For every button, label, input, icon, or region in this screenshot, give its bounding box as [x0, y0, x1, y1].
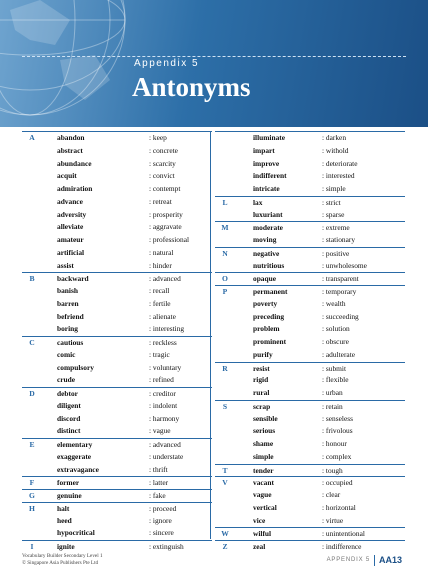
antonym: : aggravate: [149, 222, 182, 232]
letter-heading: O: [222, 274, 228, 284]
antonym: : interesting: [149, 324, 185, 334]
antonym: : extreme: [322, 223, 350, 233]
antonym-row: [22, 527, 212, 540]
headword: exaggerate: [57, 451, 92, 461]
antonym-row: [22, 476, 212, 489]
antonym: : transparent: [322, 274, 359, 284]
headword: lax: [253, 197, 263, 207]
antonym-row: [22, 311, 212, 324]
headword: serious: [253, 426, 276, 436]
letter-heading: R: [222, 363, 228, 373]
headword: diligent: [57, 400, 81, 410]
antonym: : frivolous: [322, 426, 353, 436]
antonym: : sparse: [322, 209, 345, 219]
antonym: : virtue: [322, 515, 344, 525]
antonym: : wealth: [322, 298, 346, 308]
antonym-row: [215, 158, 405, 171]
antonym-row: [215, 336, 405, 349]
globe-graphic: [0, 0, 428, 127]
antonym-row: [22, 362, 212, 375]
letter-heading: E: [29, 440, 35, 449]
antonym: : complex: [322, 451, 352, 461]
headword: tender: [253, 465, 274, 475]
antonym-row: [215, 323, 405, 336]
headword: improve: [253, 158, 280, 168]
page-number: AA13: [378, 555, 402, 565]
antonym-row: [22, 464, 212, 477]
letter-heading: C: [29, 338, 35, 347]
headword: resist: [253, 363, 270, 373]
letter-heading: I: [30, 542, 34, 551]
antonym-row: [215, 413, 405, 426]
antonym: : darken: [322, 133, 347, 142]
antonym: : thrift: [149, 464, 168, 474]
antonym-row: [22, 298, 212, 311]
antonym-row: [215, 362, 405, 375]
antonym: : prosperity: [149, 209, 183, 219]
antonym: : understate: [149, 451, 184, 461]
antonym: : fake: [149, 491, 166, 500]
antonym-row: [22, 413, 212, 426]
antonym: : urban: [322, 388, 343, 397]
antonym-row: [22, 209, 212, 222]
letter-heading: V: [222, 478, 228, 488]
antonym-row: [22, 323, 212, 336]
letter-heading: T: [222, 465, 228, 475]
header-dashed-rule: [22, 56, 406, 57]
antonym: : occupied: [322, 478, 353, 488]
antonym-row: [215, 438, 405, 451]
headword: poverty: [253, 298, 278, 308]
headword: permanent: [253, 287, 288, 296]
antonym: : horizontal: [322, 502, 356, 512]
antonym-row: [215, 311, 405, 324]
antonym-row: [215, 247, 405, 260]
headword: crude: [57, 375, 76, 385]
headword: hypocritical: [57, 528, 95, 538]
antonym: : stationary: [322, 235, 356, 244]
antonym: : deteriorate: [322, 158, 358, 168]
antonym: : tough: [322, 465, 343, 475]
headword: distinct: [57, 426, 81, 436]
headword: discord: [57, 413, 81, 423]
antonym: : advanced: [149, 274, 181, 284]
antonym-row: [215, 349, 405, 362]
antonym: : positive: [322, 248, 350, 258]
headword: ignite: [57, 542, 75, 551]
antonym: : contempt: [149, 184, 181, 193]
headword: sensible: [253, 413, 278, 423]
headword: former: [57, 478, 80, 488]
antonym-row: [22, 349, 212, 362]
antonym-row: [215, 209, 405, 222]
antonym-row: [215, 285, 405, 298]
letter-heading: N: [222, 248, 228, 258]
antonym-row: [22, 374, 212, 387]
antonym-row: [215, 464, 405, 477]
headword: nutritious: [253, 260, 285, 270]
letter-heading: A: [29, 133, 35, 142]
antonym-row: [215, 425, 405, 438]
antonym-row: [22, 234, 212, 247]
antonym: : withold: [322, 145, 349, 155]
antonym: : advanced: [149, 440, 181, 449]
antonym-row: [22, 158, 212, 171]
footer-credits: [22, 553, 103, 567]
headword: heed: [57, 515, 72, 525]
antonym: : senseless: [322, 413, 353, 423]
antonym-row: [215, 489, 405, 502]
antonym-row: [22, 183, 212, 196]
antonym-row: [22, 515, 212, 528]
footer-appendix-label: APPENDIX 5: [326, 557, 370, 563]
letter-heading: H: [29, 503, 35, 513]
antonym: : strict: [322, 197, 341, 207]
antonym-row: [215, 183, 405, 196]
antonym-row: [22, 196, 212, 209]
antonym-row: [22, 387, 212, 400]
antonym: : unwholesome: [322, 260, 367, 270]
headword: prominent: [253, 337, 287, 346]
headword: abundance: [57, 158, 92, 168]
antonym-row: [215, 515, 405, 528]
headword: admiration: [57, 184, 93, 193]
letter-heading: S: [222, 401, 228, 411]
antonym-row: [22, 502, 212, 515]
book-title: Vocabulary Builder Secondary Level 1: [22, 553, 103, 559]
antonym: : professional: [149, 235, 190, 244]
letter-heading: M: [221, 223, 229, 233]
antonym-row: [22, 489, 212, 502]
antonym-row: [215, 540, 405, 553]
antonym: : indifference: [322, 542, 362, 551]
headword: cautious: [57, 338, 84, 347]
header-banner: [0, 0, 428, 127]
headword: halt: [57, 503, 70, 513]
antonym: : reckless: [149, 338, 177, 347]
antonym: : refined: [149, 375, 174, 385]
letter-heading: Z: [222, 542, 228, 551]
antonym: : solution: [322, 324, 350, 334]
antonym-row: [22, 272, 212, 285]
antonym: : proceed: [149, 503, 177, 513]
antonym: : interested: [322, 171, 355, 181]
headword: vertical: [253, 502, 277, 512]
headword: befriend: [57, 311, 84, 321]
headword: negative: [253, 248, 280, 258]
antonym: : sincere: [149, 528, 174, 538]
antonym-row: [22, 132, 212, 145]
antonym-row: [215, 476, 405, 489]
antonym: : natural: [149, 247, 174, 257]
antonym-row: [22, 221, 212, 234]
antonym-row: [215, 451, 405, 464]
antonym: : honour: [322, 439, 347, 448]
headword: vice: [253, 515, 266, 525]
antonym: : obscure: [322, 337, 349, 346]
headword: purify: [253, 349, 273, 359]
antonym: : concrete: [149, 145, 178, 155]
headword: advance: [57, 196, 83, 206]
antonym: : voluntary: [149, 362, 182, 372]
antonym-row: [22, 336, 212, 349]
antonym-row: [22, 260, 212, 273]
headword: moderate: [253, 223, 283, 233]
letter-heading: F: [29, 478, 35, 488]
antonym-row: [22, 170, 212, 183]
headword: illuminate: [253, 133, 286, 142]
headword: scrap: [253, 401, 271, 411]
antonym-row: [215, 132, 405, 145]
headword: extravagance: [57, 464, 99, 474]
antonym: : unintentional: [322, 529, 365, 539]
antonym-row: [22, 400, 212, 413]
antonym: : tragic: [149, 349, 170, 359]
antonym-row: [22, 145, 212, 158]
antonym: : retreat: [149, 196, 172, 206]
headword: vague: [253, 490, 272, 499]
letter-heading: B: [29, 274, 35, 284]
antonym: : fertile: [149, 298, 171, 308]
antonym: : adulterate: [322, 349, 356, 359]
headword: abandon: [57, 133, 85, 142]
headword: compulsory: [57, 362, 94, 372]
antonym: : temporary: [322, 287, 357, 296]
antonym: : retain: [322, 401, 343, 411]
page-title: Antonyms: [132, 72, 251, 102]
antonym: : creditor: [149, 389, 176, 398]
headword: intricate: [253, 184, 280, 193]
headword: simple: [253, 451, 274, 461]
headword: comic: [57, 349, 76, 359]
antonym: : extinguish: [149, 542, 184, 551]
letter-heading: G: [29, 491, 35, 500]
antonym-row: [22, 540, 212, 553]
antonym: : succeeding: [322, 311, 359, 321]
headword: indifferent: [253, 171, 287, 181]
antonym: : harmony: [149, 413, 180, 423]
headword: alleviate: [57, 222, 84, 232]
antonym-row: [22, 438, 212, 451]
headword: backward: [57, 274, 89, 284]
antonym: : keep: [149, 133, 167, 142]
antonym-row: [215, 260, 405, 273]
antonym-row: [215, 527, 405, 540]
footer-separator: [374, 555, 375, 566]
antonym: : submit: [322, 363, 347, 373]
antonym: : alienate: [149, 311, 176, 321]
headword: zeal: [253, 542, 266, 551]
headword: preceding: [253, 311, 285, 321]
antonym: : hinder: [149, 260, 172, 270]
headword: impart: [253, 145, 275, 155]
column-divider: [210, 131, 211, 539]
antonym: : scarcity: [149, 158, 176, 168]
antonym: : indolent: [149, 400, 178, 410]
headword: adversity: [57, 209, 87, 219]
letter-heading: P: [222, 287, 228, 296]
headword: banish: [57, 286, 78, 295]
headword: barren: [57, 298, 79, 308]
antonym-row: [215, 502, 405, 515]
antonym-row: [215, 221, 405, 234]
left-antonym-column: [22, 131, 212, 553]
headword: elementary: [57, 440, 93, 449]
headword: moving: [253, 235, 277, 244]
headword: acquit: [57, 171, 77, 181]
headword: opaque: [253, 274, 277, 284]
headword: luxuriant: [253, 209, 283, 219]
antonym: : flexible: [322, 375, 349, 385]
antonym: : ignore: [149, 515, 172, 525]
footer-page-info: [327, 553, 402, 567]
letter-heading: W: [221, 529, 229, 539]
antonym-row: [215, 272, 405, 285]
headword: artificial: [57, 247, 85, 257]
headword: rural: [253, 388, 270, 397]
antonym-row: [215, 387, 405, 400]
headword: genuine: [57, 491, 82, 500]
headword: rigid: [253, 375, 269, 385]
antonym: : clear: [322, 490, 341, 499]
antonym-row: [215, 374, 405, 387]
antonym-row: [22, 285, 212, 298]
antonym-row: [215, 234, 405, 247]
antonym-row: [215, 170, 405, 183]
letter-heading: L: [222, 197, 228, 207]
appendix-label: Appendix 5: [134, 58, 200, 69]
antonym: : vague: [149, 426, 171, 436]
antonym: : latter: [149, 478, 169, 488]
headword: debtor: [57, 389, 78, 398]
antonym-row: [22, 425, 212, 438]
antonym: : simple: [322, 184, 346, 193]
headword: shame: [253, 439, 274, 448]
headword: abstract: [57, 145, 83, 155]
headword: assist: [57, 260, 74, 270]
antonym-row: [215, 400, 405, 413]
headword: boring: [57, 324, 78, 334]
right-antonym-column: [215, 131, 405, 553]
antonym: : convict: [149, 171, 175, 181]
antonym: : recall: [149, 286, 170, 295]
antonym-row: [215, 145, 405, 158]
antonym-row: [22, 247, 212, 260]
antonym-row: [215, 298, 405, 311]
letter-heading: D: [29, 389, 35, 398]
headword: vacant: [253, 478, 274, 488]
headword: problem: [253, 324, 280, 334]
headword: amateur: [57, 235, 84, 244]
headword: wilful: [253, 529, 272, 539]
antonym-row: [215, 196, 405, 209]
antonym-row: [22, 451, 212, 464]
copyright: © Singapore Asia Publishers Pte Ltd: [22, 560, 99, 566]
